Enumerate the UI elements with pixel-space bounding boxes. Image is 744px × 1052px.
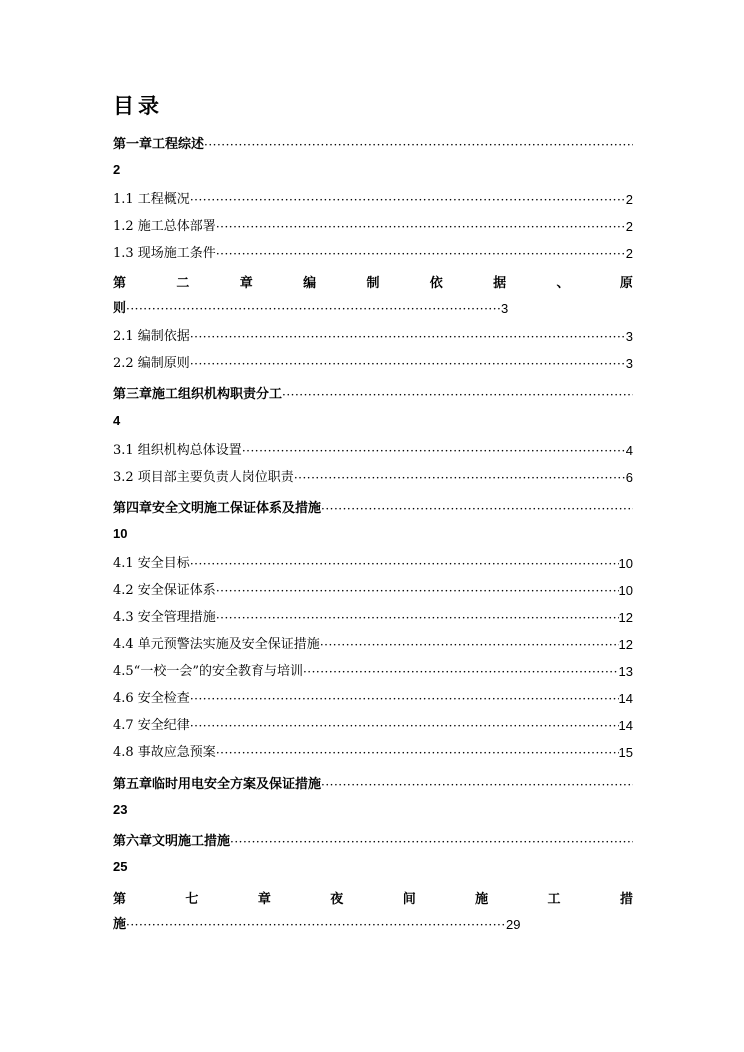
toc-page-number: 3: [625, 356, 633, 371]
leader-dots: [320, 638, 619, 652]
toc-entry-text: 2.2 编制原则: [113, 356, 190, 371]
toc-char: 第: [113, 892, 127, 907]
toc-entry-text: 1.1 工程概况: [113, 192, 190, 207]
toc-entry-text: 4.3 安全管理措施: [113, 610, 216, 625]
leader-dots: [190, 719, 619, 733]
toc-char: 间: [402, 892, 416, 907]
toc-title: 目录: [113, 94, 163, 118]
toc-char: 七: [185, 892, 199, 907]
toc-section-4-5[interactable]: [113, 657, 633, 679]
toc-page-number: 10: [113, 526, 128, 541]
leader-dots: [216, 746, 619, 760]
toc-page-number: 6: [625, 470, 633, 485]
toc-page-number: 15: [618, 745, 633, 760]
toc-section-1-3[interactable]: [113, 239, 633, 261]
toc-char: 章: [239, 276, 253, 291]
toc-section-4-3[interactable]: [113, 603, 633, 625]
leader-dots: [126, 302, 501, 316]
toc-section-4-7[interactable]: [113, 711, 633, 733]
toc-page-number: 2: [113, 162, 121, 177]
toc-page-number: 23: [113, 802, 128, 817]
toc-entry-text: 3.2 项目部主要负责人岗位职责: [113, 470, 294, 485]
toc-char: 制: [366, 276, 380, 291]
leader-dots: [190, 557, 619, 571]
leader-dots: [321, 778, 633, 792]
toc-chapter-4[interactable]: [113, 494, 633, 516]
toc-entry-text: 4.6 安全检查: [113, 691, 190, 706]
leader-dots: [216, 584, 619, 598]
toc-entry-text: 4.4 单元预警法实施及安全保证措施: [113, 637, 320, 652]
leader-dots: [190, 357, 626, 371]
toc-char: 据: [493, 276, 507, 291]
leader-dots: [216, 611, 619, 625]
toc-chapter-7[interactable]: [113, 888, 633, 907]
toc-section-4-8[interactable]: [113, 738, 633, 760]
toc-section-2-2[interactable]: [113, 349, 633, 371]
leader-dots: [303, 665, 619, 679]
toc-entry-text: 第四章安全文明施工保证体系及措施: [113, 501, 322, 516]
toc-char: 措: [619, 892, 633, 907]
toc-section-3-2[interactable]: [113, 463, 633, 485]
toc-page-number: 2: [625, 246, 633, 261]
toc-entry-text: 第五章临时用电安全方案及保证措施: [113, 777, 322, 792]
toc-section-1-2[interactable]: [113, 212, 633, 234]
toc-section-4-4[interactable]: [113, 630, 633, 652]
toc-section-4-1[interactable]: [113, 549, 633, 571]
leader-dots: [190, 330, 626, 344]
toc-page-number: 4: [625, 443, 633, 458]
toc-page-number: 14: [618, 691, 633, 706]
toc-entry-text: 4.2 安全保证体系: [113, 583, 216, 598]
toc-page-number: 2: [625, 219, 633, 234]
toc-entry-text: 第一章工程综述: [113, 137, 205, 152]
toc-section-4-6[interactable]: [113, 684, 633, 706]
toc-char: 二: [176, 276, 190, 291]
toc-chapter-7-continued[interactable]: [113, 910, 520, 932]
toc-section-3-1[interactable]: [113, 436, 633, 458]
toc-char: 原: [619, 276, 633, 291]
leader-dots: [230, 835, 633, 849]
toc-section-4-2[interactable]: [113, 576, 633, 598]
toc-entry-text: 2.1 编制依据: [113, 329, 190, 344]
toc-entry-text: 第三章施工组织机构职责分工: [113, 387, 283, 402]
toc-entry-text: 1.2 施工总体部署: [113, 219, 216, 234]
toc-entry-text: 1.3 现场施工条件: [113, 246, 216, 261]
toc-entry-text: 4.7 安全纪律: [113, 718, 190, 733]
leader-dots: [216, 220, 626, 234]
toc-char: 、: [556, 276, 570, 291]
toc-page-number: 4: [113, 413, 121, 428]
toc-char: 章: [257, 892, 271, 907]
toc-page-number: 10: [618, 556, 633, 571]
toc-chapter-5[interactable]: [113, 770, 633, 792]
leader-dots: [190, 193, 626, 207]
toc-page-number: 12: [618, 637, 633, 652]
toc-page-number: 25: [113, 859, 128, 874]
toc-chapter-1[interactable]: [113, 130, 633, 152]
toc-chapter-2[interactable]: [113, 272, 633, 291]
toc-page-number: 10: [618, 583, 633, 598]
toc-section-1-1[interactable]: [113, 185, 633, 207]
toc-entry-text: 则: [113, 301, 127, 316]
toc-page-number: 13: [618, 664, 633, 679]
toc-page-number: 29: [506, 917, 521, 932]
toc-section-2-1[interactable]: [113, 322, 633, 344]
leader-dots: [190, 692, 619, 706]
toc-chapter-6[interactable]: [113, 827, 633, 849]
leader-dots: [282, 388, 633, 402]
toc-page-number: 2: [625, 192, 633, 207]
toc-entry-text: 4.1 安全目标: [113, 556, 190, 571]
toc-entry-text: 第六章文明施工措施: [113, 834, 231, 849]
toc-page-number: 14: [618, 718, 633, 733]
toc-char: 第: [113, 276, 127, 291]
toc-entry-text: 施: [113, 917, 127, 932]
toc-page-number: 3: [625, 329, 633, 344]
leader-dots: [216, 247, 626, 261]
toc-entry-text: 3.1 组织机构总体设置: [113, 443, 242, 458]
leader-dots: [321, 502, 633, 516]
leader-dots: [294, 471, 626, 485]
toc-chapter-3[interactable]: [113, 380, 633, 402]
toc-entry-text: 4.8 事故应急预案: [113, 745, 216, 760]
leader-dots: [242, 444, 626, 458]
leader-dots: [126, 918, 506, 932]
leader-dots: [204, 138, 633, 152]
toc-char: 编: [303, 276, 317, 291]
toc-char: 施: [475, 892, 489, 907]
toc-char: 依: [429, 276, 443, 291]
toc-page-number: 3: [501, 301, 509, 316]
toc-chapter-2-continued[interactable]: [113, 294, 508, 316]
toc-entry-text: 4.5“一校一会”的安全教育与培训: [113, 664, 303, 679]
toc-char: 工: [547, 892, 561, 907]
toc-char: 夜: [330, 892, 344, 907]
toc-page-number: 12: [618, 610, 633, 625]
